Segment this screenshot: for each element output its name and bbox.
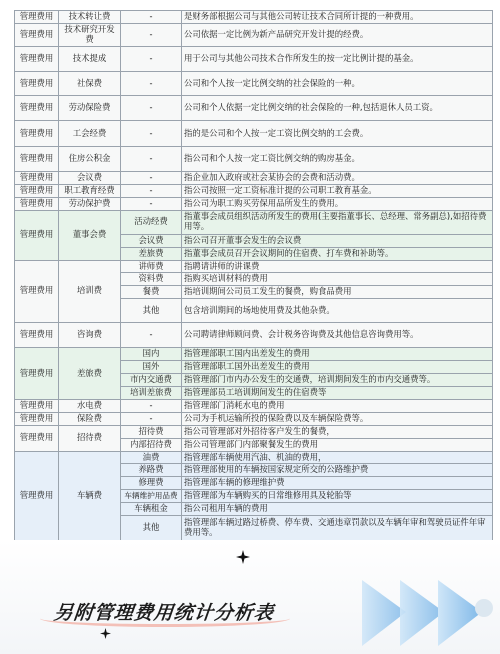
sub-cell: - [121,184,182,197]
category-cell: 管理费用 [15,425,59,451]
table-row [15,11,493,24]
category-cell: 管理费用 [15,197,59,210]
item-cell: 董事会费 [59,210,121,260]
sub-cell: 讲师费 [121,260,182,273]
item-cell: 技术提成 [59,47,121,72]
sub-cell: - [121,47,182,72]
item-cell: 车辆费 [59,451,121,541]
sub-cell: - [121,96,182,121]
description-cell: 指公司召开董事会发生的会议费 [182,234,493,247]
item-cell: 招待费 [59,425,121,451]
sub-cell: 会议费 [121,234,182,247]
sub-cell: - [121,323,182,348]
category-cell: 管理费用 [15,24,59,47]
category-cell: 管理费用 [15,147,59,172]
sub-cell: 内部招待费 [121,438,182,451]
table-row [15,147,493,172]
table-row [15,399,493,412]
sub-cell: 资料费 [121,273,182,286]
category-cell: 管理费用 [15,451,59,541]
category-cell: 管理费用 [15,184,59,197]
description-cell: 指管理部使用的车辆按国家规定所交的公路维护费 [182,464,493,477]
sub-cell: 车辆租金 [121,503,182,516]
sub-cell: 养路费 [121,464,182,477]
description-cell: 公司聘请律师顾问费、会计税务咨询费及其他信息咨询费用等。 [182,323,493,348]
description-cell: 公司为手机运输所投的保险费以及车辆保险费等。 [182,412,493,425]
sub-cell: - [121,24,182,47]
description-cell: 指管理部为车辆购买的日常维修用具及轮胎等 [182,490,493,503]
category-cell: 管理费用 [15,210,59,260]
item-cell: 技术研究开发费 [59,24,121,47]
sub-cell: 招待费 [121,425,182,438]
table-row [15,323,493,348]
category-cell: 管理费用 [15,348,59,400]
sub-cell: 车辆维护用品费 [121,490,182,503]
description-cell: 指公司管理部门内部聚餐发生的费用 [182,438,493,451]
sub-cell: 其他 [121,299,182,323]
footer-title: 另附管理费用统计分析表 [52,602,276,624]
description-cell: 指培训期间公司员工发生的餐费，购食品费用 [182,286,493,299]
sub-cell: 差旅费 [121,247,182,260]
sub-cell: 修理费 [121,477,182,490]
dot-decoration-icon [474,598,494,618]
item-cell: 保险费 [59,412,121,425]
item-cell: 住房公积金 [59,147,121,172]
item-cell: 社保费 [59,72,121,96]
description-cell: 指管理部门市内办公发生的交通费，培训期间发生的市内交通费等。 [182,374,493,387]
category-cell: 管理费用 [15,96,59,121]
table-row [15,121,493,147]
description-cell: 指公司管理部对外招待客户发生的餐费， [182,425,493,438]
description-cell: 指董事会成员组织活动所发生的费用(主要指董事长、总经理、常务副总),如招待费用等。 [182,210,493,234]
table-row [15,184,493,197]
item-cell: 水电费 [59,399,121,412]
table-row [15,47,493,72]
table-row [15,24,493,47]
description-cell: 是财务部根据公司与其他公司转让技术合同所计提的一种费用。 [182,11,493,24]
sub-cell: 市内交通费 [121,374,182,387]
description-cell: 指公司租用车辆的费用 [182,503,493,516]
sub-cell: - [121,121,182,147]
item-cell: 差旅费 [59,348,121,400]
sub-cell: - [121,11,182,24]
item-cell: 咨询费 [59,323,121,348]
description-cell: 指管理部车辆使用汽油、机油的费用， [182,451,493,464]
category-cell: 管理费用 [15,260,59,323]
item-cell: 会议费 [59,172,121,185]
description-cell: 用于公司与其他公司技术合作所发生的按一定比例计提的基金。 [182,47,493,72]
item-cell: 劳动保险费 [59,96,121,121]
table-row [15,96,493,121]
category-cell: 管理费用 [15,399,59,412]
sparkle-icon [236,550,250,564]
sub-cell: - [121,197,182,210]
sub-cell: 活动经费 [121,210,182,234]
description-cell: 公司和个人按一定比例交纳的社会保险的一种。 [182,72,493,96]
description-cell: 指管理部车辆的修理维护费 [182,477,493,490]
sub-cell: - [121,412,182,425]
description-cell: 指管理部门消耗水电的费用 [182,399,493,412]
description-cell: 指管理部职工国内出差发生的费用 [182,348,493,361]
sub-cell: - [121,147,182,172]
sub-cell: 国外 [121,361,182,374]
item-cell: 劳动保护费 [59,197,121,210]
expense-table [14,10,493,541]
table-row [15,425,493,438]
item-cell: 职工教育经费 [59,184,121,197]
description-cell: 指公司按照一定工资标准计提的公司职工教育基金。 [182,184,493,197]
item-cell: 培训费 [59,260,121,323]
description-cell: 指聘请讲师的讲课费 [182,260,493,273]
description-cell: 指管理部员工培训期间发生的住宿费等 [182,386,493,399]
table-row [15,197,493,210]
category-cell: 管理费用 [15,172,59,185]
description-cell: 指管理部车辆过路过桥费、停车费、交通违章罚款以及车辆年审和驾驶员证件年审费用等。 [182,516,493,541]
item-cell: 工会经费 [59,121,121,147]
item-cell: 技术转让费 [59,11,121,24]
footer-banner [0,540,500,654]
sub-cell: 培训差旅费 [121,386,182,399]
table-row [15,210,493,234]
category-cell: 管理费用 [15,11,59,24]
category-cell: 管理费用 [15,323,59,348]
sub-cell: - [121,399,182,412]
table-row [15,260,493,273]
category-cell: 管理费用 [15,412,59,425]
sub-cell: 油费 [121,451,182,464]
description-cell: 指管理部职工国外出差发生的费用 [182,361,493,374]
category-cell: 管理费用 [15,72,59,96]
description-cell: 包含培训期间的场地使用费及其他杂费。 [182,299,493,323]
table-row [15,72,493,96]
description-cell: 指企业加入政府或社会某协会的会费和活动费。 [182,172,493,185]
table-row [15,412,493,425]
category-cell: 管理费用 [15,121,59,147]
description-cell: 指董事会成员召开会议期间的住宿费、打车费和补助等。 [182,247,493,260]
sub-cell: - [121,172,182,185]
sub-cell: - [121,72,182,96]
category-cell: 管理费用 [15,47,59,72]
sub-cell: 餐费 [121,286,182,299]
sub-cell: 国内 [121,348,182,361]
description-cell: 公司和个人依据一定比例交纳的社会保险的一种,包括退休人员工资。 [182,96,493,121]
sparkle-icon [100,628,111,639]
description-cell: 指公司和个人按一定工资比例交纳的购房基金。 [182,147,493,172]
description-cell: 指购买培训材料的费用 [182,273,493,286]
table-row [15,172,493,185]
description-cell: 指的是公司和个人按一定工资比例交纳的工会费。 [182,121,493,147]
description-cell: 指公司为职工购买劳保用品所发生的费用。 [182,197,493,210]
sub-cell: 其他 [121,516,182,541]
description-cell: 公司依据一定比例为新产品研究开发计提的经费。 [182,24,493,47]
table-row [15,451,493,464]
table-row [15,348,493,361]
